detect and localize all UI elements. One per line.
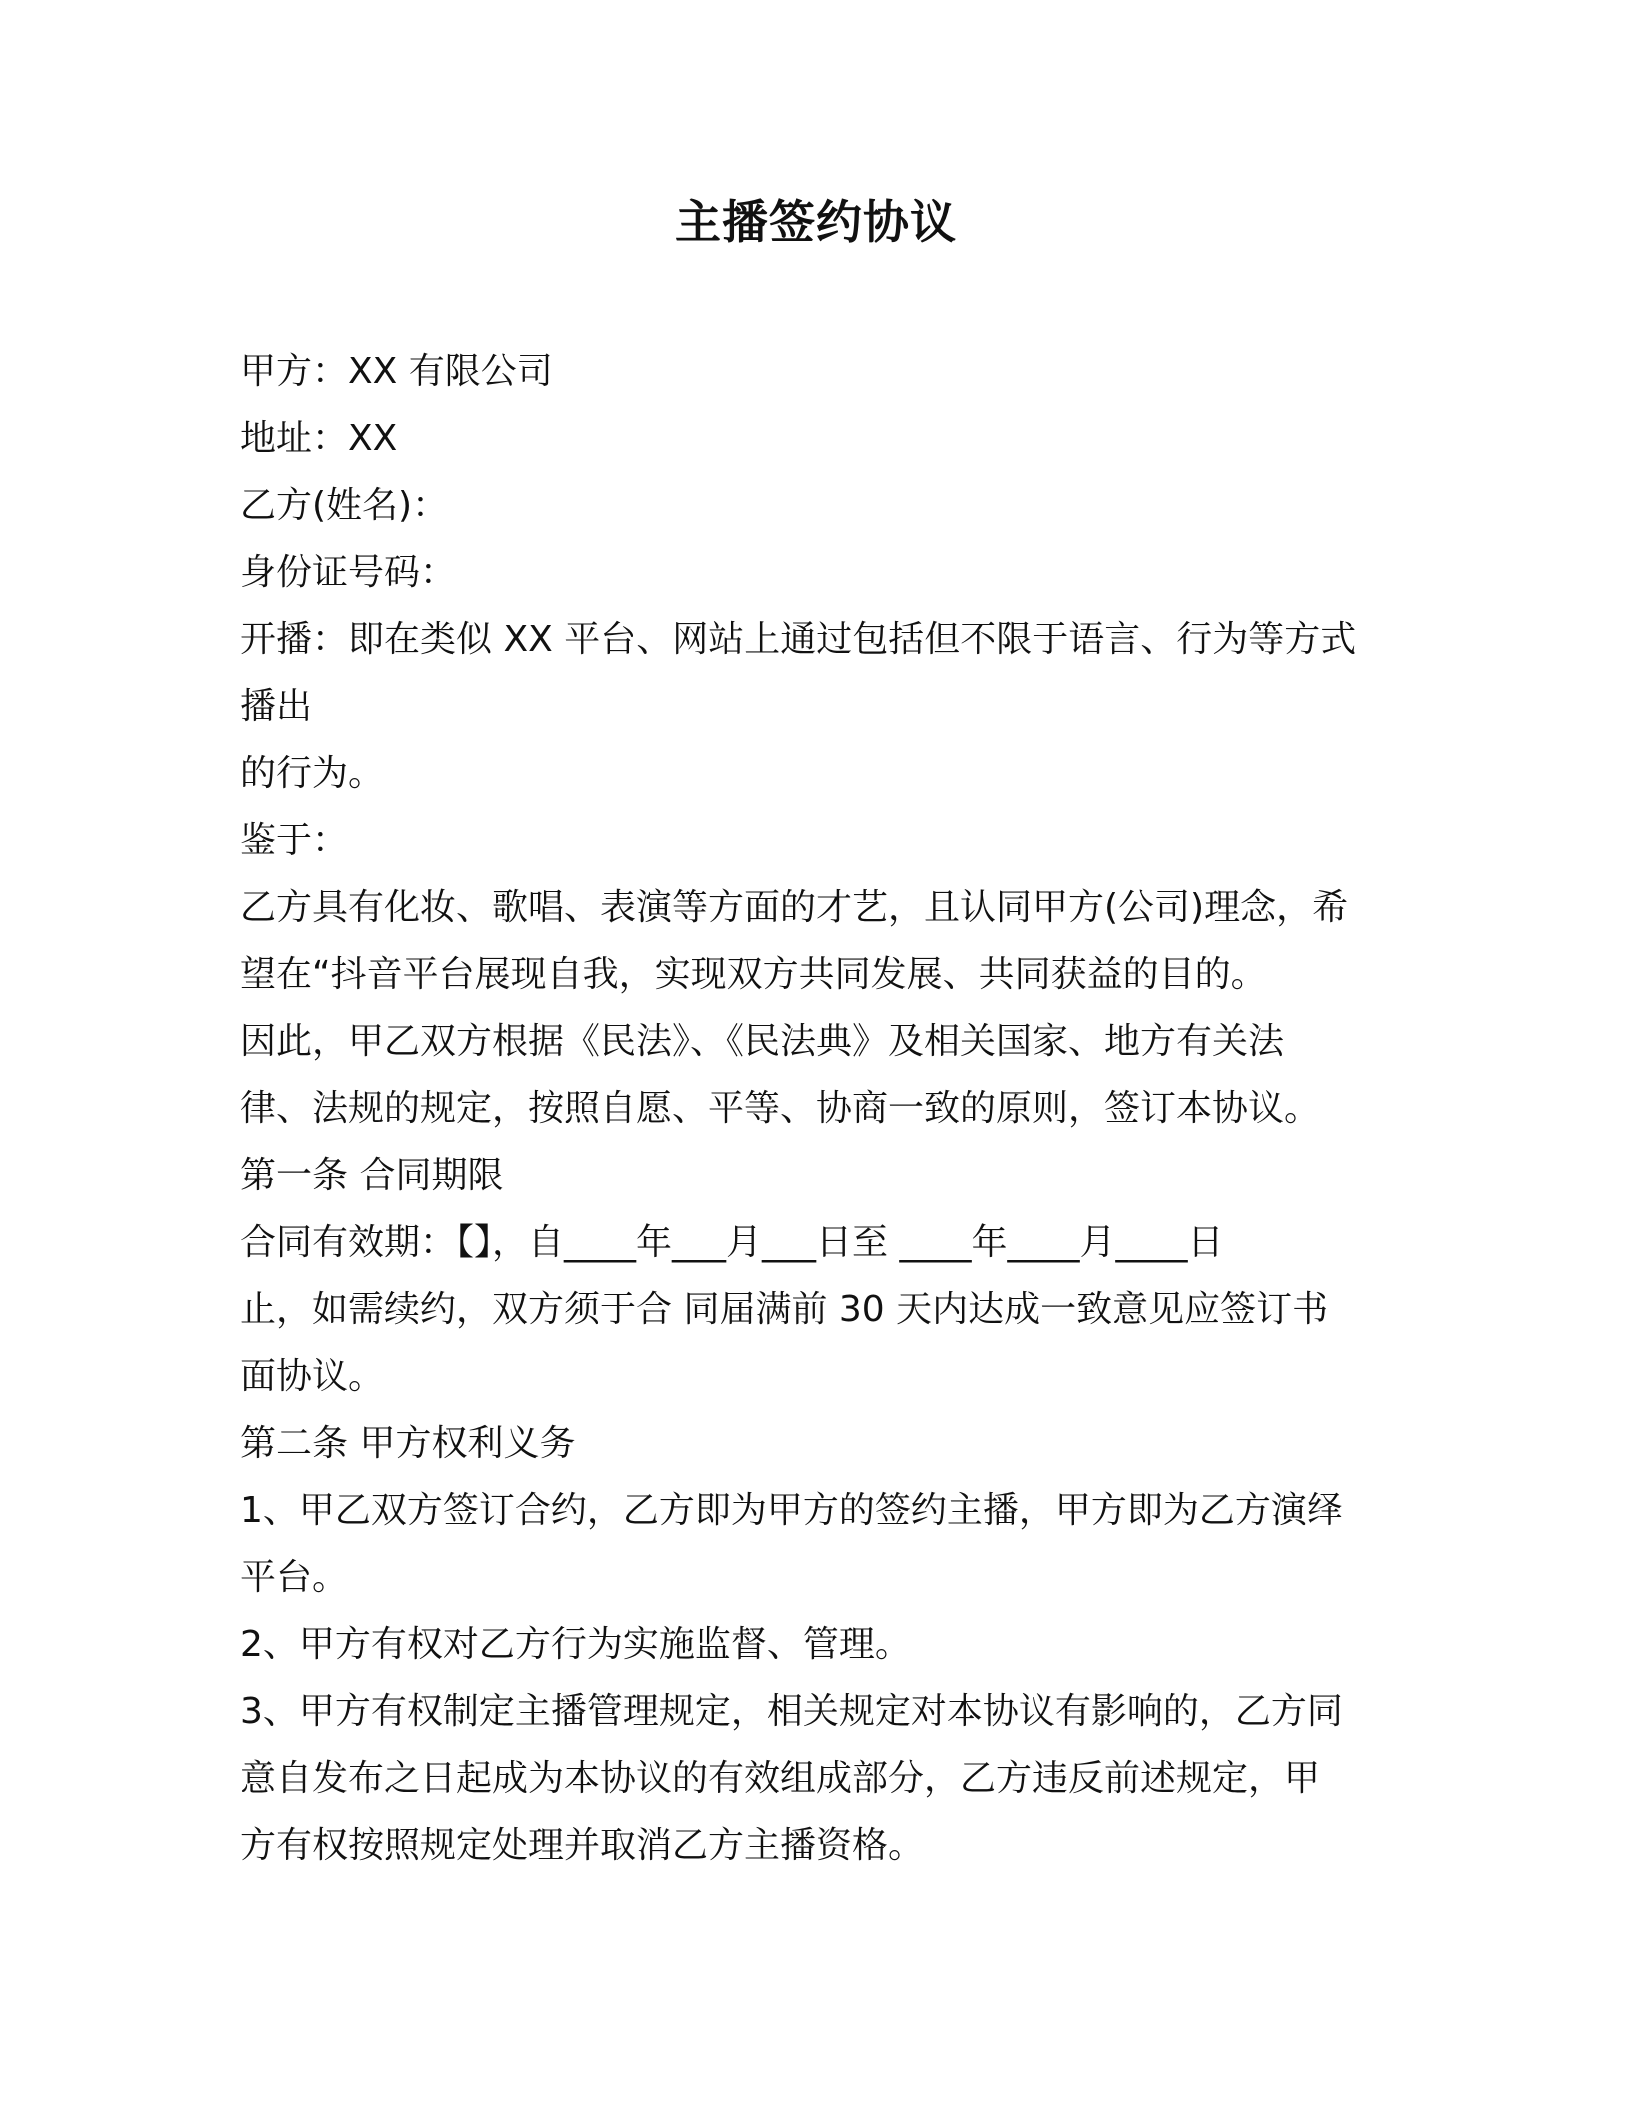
address-line: 地址：XX bbox=[240, 418, 398, 459]
article-one-heading: 第一条 合同期限 bbox=[240, 1155, 504, 1196]
document-body bbox=[240, 338, 1400, 1879]
clause-line: 1、甲乙双方签订合约，乙方即为甲方的签约主播，甲方即为乙方演绎 bbox=[240, 1490, 1343, 1531]
definition-line: 的行为。 bbox=[240, 753, 385, 794]
contract-term-line: 合同有效期：【】，自____年___月___日至 ____年____月____日 bbox=[240, 1222, 1224, 1263]
contract-term-line: 面协议。 bbox=[240, 1356, 385, 1397]
recital-line: 律、法规的规定，按照自愿、平等、协商一致的原则，签订本协议。 bbox=[240, 1088, 1321, 1129]
contract-term-line: 止，如需续约，双方须于合 同届满前 30 天内达成一致意见应签订书 bbox=[240, 1289, 1329, 1330]
clause-line: 3、甲方有权制定主播管理规定，相关规定对本协议有影响的，乙方同 bbox=[240, 1691, 1343, 1732]
party-b-line: 乙方(姓名)： bbox=[240, 485, 449, 526]
recital-line: 乙方具有化妆、歌唱、表演等方面的才艺，且认同甲方(公司)理念，希 bbox=[240, 887, 1349, 928]
definition-line: 开播：即在类似 XX 平台、网站上通过包括但不限于语言、行为等方式 bbox=[240, 619, 1357, 660]
clause-line: 意自发布之日起成为本协议的有效组成部分，乙方违反前述规定，甲 bbox=[240, 1758, 1321, 1799]
recital-line: 望在“抖音平台展现自我，实现双方共同发展、共同获益的目的。 bbox=[240, 954, 1267, 995]
recital-line: 因此，甲乙双方根据《民法》、《民法典》及相关国家、地方有关法 bbox=[240, 1021, 1285, 1062]
whereas-heading: 鉴于： bbox=[240, 820, 349, 861]
id-number-line: 身份证号码： bbox=[240, 552, 457, 593]
definition-line: 播出 bbox=[240, 686, 313, 727]
clause-line: 方有权按照规定处理并取消乙方主播资格。 bbox=[240, 1825, 925, 1866]
clause-line: 2、甲方有权对乙方行为实施监督、管理。 bbox=[240, 1624, 911, 1665]
article-two-heading: 第二条 甲方权利义务 bbox=[240, 1423, 576, 1464]
document-title: 主播签约协议 bbox=[675, 195, 957, 249]
party-a-line: 甲方：XX 有限公司 bbox=[240, 351, 553, 392]
clause-line: 平台。 bbox=[240, 1557, 349, 1598]
